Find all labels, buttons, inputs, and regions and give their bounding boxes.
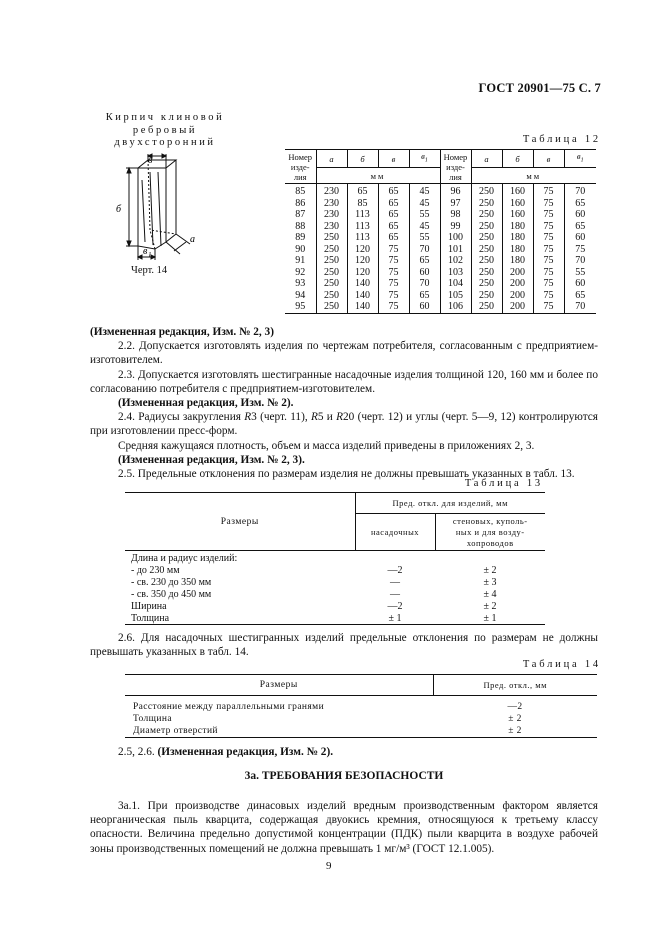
table-row [125, 588, 545, 600]
table-cell: ± 3 [483, 576, 497, 588]
table-cell: 94 [285, 290, 316, 302]
col-num-line: лия [449, 171, 462, 182]
table-cell: 55 [409, 232, 440, 244]
edition-note: (Измененная редакция, Изм. № 2, 3) [90, 326, 274, 338]
table-cell: 85 [347, 198, 378, 210]
table-cell: 250 [316, 290, 347, 302]
table-cell: 70 [409, 278, 440, 290]
table-row [125, 696, 597, 714]
label-b: в [148, 155, 153, 166]
text-span: (Измененная редакция, Изм. № 2). [157, 746, 334, 758]
edition-note-2-5-2-6 [90, 745, 598, 759]
table-cell: 90 [285, 244, 316, 256]
table12-col-num [285, 150, 316, 184]
table-cell: —2 [387, 564, 403, 576]
table-cell: 95 [285, 301, 316, 313]
table-row [125, 612, 545, 625]
col-letter: в [421, 151, 425, 162]
figure-title [90, 112, 240, 150]
table-cell: 65 [409, 255, 440, 267]
figure-caption: Черт. 14 [131, 265, 168, 276]
table-cell: 75 [378, 301, 409, 313]
table-cell: 75 [533, 255, 564, 267]
table-cell: 230 [316, 209, 347, 221]
table12-unit: мм [316, 168, 440, 184]
table14-header-col: Пред. откл., мм [483, 680, 547, 690]
table-cell: 65 [575, 289, 586, 301]
table13-group-label: Длина и радиус изделий: [131, 553, 238, 564]
table-cell: 45 [409, 221, 440, 233]
table-cell: 140 [347, 301, 378, 313]
table-row [285, 198, 596, 210]
table14-caption: Таблица 14 [522, 659, 601, 670]
table-cell: 250 [471, 244, 502, 256]
table-cell: 65 [409, 290, 440, 302]
header-line: хопроводов [466, 537, 514, 548]
table-cell: 102 [440, 255, 471, 267]
table-cell: 75 [378, 255, 409, 267]
table-row [285, 221, 596, 233]
paragraph-2-4 [90, 410, 598, 438]
table-cell: 89 [285, 232, 316, 244]
table12-col-num-right [440, 150, 471, 184]
label-a: а [190, 234, 195, 245]
table-cell: 75 [533, 232, 564, 244]
table-cell: ± 1 [483, 612, 497, 624]
header-line: стеновых, куполь- [452, 515, 528, 526]
text-span: 2.5, 2.6. [118, 746, 158, 758]
table-cell: 200 [502, 301, 533, 313]
table-cell: 93 [285, 278, 316, 290]
paragraph-2-2: 2.2. Допускается изготовлять изделия по чертежам потребителя, согласованным с предприятием-изготовителем. [90, 340, 598, 367]
table12-col-c: в [378, 150, 409, 168]
table-row [285, 255, 596, 267]
table-cell: 120 [347, 255, 378, 267]
table-cell: Диаметр отверстий [133, 726, 218, 736]
table-cell: 113 [347, 232, 378, 244]
figure-title-line: Кирпич клиновой [105, 112, 225, 123]
table13-header-group: Пред. откл. для изделий, мм [355, 493, 545, 514]
table-cell: 250 [471, 184, 502, 198]
table-cell: 120 [347, 244, 378, 256]
table13-caption: Таблица 13 [464, 478, 543, 489]
table-cell: ± 2 [483, 564, 497, 576]
table-cell: 85 [285, 184, 316, 198]
table-cell: 180 [502, 244, 533, 256]
table-cell: 45 [409, 198, 440, 210]
table-cell: 60 [409, 267, 440, 279]
table-cell: Толщина [133, 714, 172, 724]
table-cell: 75 [533, 290, 564, 302]
table-cell: 250 [316, 301, 347, 313]
table-cell: - св. 230 до 350 мм [131, 576, 212, 588]
table-cell: 70 [575, 301, 586, 312]
table-cell: 200 [502, 267, 533, 279]
col-num-line: Номер [443, 151, 468, 162]
table-cell: 75 [378, 267, 409, 279]
table-cell: 60 [575, 209, 586, 220]
table-cell: 70 [575, 255, 586, 266]
col-sub: 1 [580, 157, 584, 164]
table-cell: 70 [575, 186, 586, 197]
table-cell: 160 [502, 184, 533, 198]
table-cell: 75 [378, 278, 409, 290]
label-h: б [116, 204, 122, 215]
table-cell: 160 [502, 209, 533, 221]
table-row [125, 576, 545, 588]
table-cell: ± 2 [508, 714, 522, 724]
table-row [285, 301, 596, 313]
table-row [285, 290, 596, 302]
table12-col-b: б [347, 150, 378, 168]
table-row [285, 184, 596, 198]
table12-col-b-right: б [502, 150, 533, 168]
table-row [125, 713, 597, 725]
text-span: 2.4. Радиусы закругления [118, 411, 245, 424]
col-num-line: изде- [290, 161, 310, 172]
table-cell: 65 [347, 184, 378, 198]
table-cell: 140 [347, 290, 378, 302]
table-cell: 96 [440, 184, 471, 198]
table-cell: 55 [409, 209, 440, 221]
table-cell: ± 2 [483, 600, 497, 612]
table-cell: 65 [575, 220, 586, 232]
table-cell: Ширина [131, 600, 167, 612]
table-cell: 86 [285, 198, 316, 210]
section-title: 3а. ТРЕБОВАНИЯ БЕЗОПАСНОСТИ [244, 770, 444, 782]
table-cell: 65 [378, 221, 409, 233]
table-cell: 250 [471, 301, 502, 313]
table-cell: Толщина [131, 612, 170, 624]
table-cell: 65 [575, 197, 586, 209]
table-cell: 230 [316, 184, 347, 198]
table-cell: 75 [533, 184, 564, 198]
text-span: 20 (черт. 12) и углы (черт. 5—9, 12) контролируются при изготовлении пресс-форм. [90, 411, 598, 438]
text-span: 5 и [317, 411, 337, 424]
document-header: ГОСТ 20901—75 С. 7 [478, 81, 601, 95]
table-cell: 55 [575, 266, 586, 278]
table-row [285, 267, 596, 279]
table14-header-sizes: Размеры [125, 675, 433, 696]
table-cell: 70 [409, 244, 440, 256]
table-row [285, 244, 596, 256]
table-cell: 180 [502, 221, 533, 233]
table-cell: 120 [347, 267, 378, 279]
paragraph-2-5: 2.5. Предельные отклонения по размерам изделия не должны превышать указанных в табл. 13. [118, 468, 575, 481]
table-cell: 99 [440, 221, 471, 233]
table-cell: - св. 350 до 450 мм [131, 588, 212, 600]
table-cell: 75 [378, 290, 409, 302]
table-row [125, 600, 545, 612]
table-cell: 75 [533, 301, 564, 313]
table-cell: 101 [440, 244, 471, 256]
table-row [125, 564, 545, 576]
table-cell: 106 [440, 301, 471, 313]
table-cell: — [390, 576, 400, 588]
table-cell: 75 [533, 244, 564, 256]
label-b1-sub: 1 [148, 251, 152, 259]
table-cell: 250 [471, 255, 502, 267]
brick-drawing [108, 150, 213, 265]
table-cell: 200 [502, 290, 533, 302]
text-block-1 [90, 325, 598, 481]
table-cell: 250 [316, 232, 347, 244]
edition-note: (Измененная редакция, Изм. № 2, 3). [118, 453, 305, 466]
table-cell: 91 [285, 255, 316, 267]
table-cell: 104 [440, 278, 471, 290]
col-sub: 1 [424, 157, 428, 164]
table-cell: 250 [316, 267, 347, 279]
paragraph-3a-1: 3а.1. При производстве динасовых изделий вредным производственным фактором является неорганическая пыль кварцита, содержащая двуокись кремния, относящуюся к третьему классу опасности. Величина предельно допустимой концентрации (ПДК) пыли кварцита в воздухе рабочей зоны производственных помещений не должна превышать 1 мг/м³ (ГОСТ 12.1.005). [90, 800, 598, 855]
table-cell: 60 [575, 232, 586, 243]
table-cell: 250 [316, 255, 347, 267]
table-cell: 92 [285, 267, 316, 279]
table-cell: 65 [378, 209, 409, 221]
table-cell: 180 [502, 255, 533, 267]
table-row [285, 232, 596, 244]
text-span: 3 (черт. 11), [251, 411, 311, 424]
table-cell: 250 [471, 267, 502, 279]
table-cell: 75 [533, 267, 564, 279]
table-cell: 65 [378, 184, 409, 198]
table12 [285, 149, 596, 314]
table12-col-a-right: а [471, 150, 502, 168]
table-cell: — [390, 588, 400, 600]
table-cell: 75 [533, 221, 564, 233]
table-cell: ± 1 [388, 612, 402, 624]
paragraph-2-6: 2.6. Для насадочных шестигранных изделий предельные отклонения по размерам не должны превышать указанных в табл. 14. [90, 632, 598, 659]
col-num-line: изде- [446, 161, 465, 172]
table-cell: 230 [316, 198, 347, 210]
table12-col-a: а [316, 150, 347, 168]
table-row [285, 278, 596, 290]
table13-header-sizes: Размеры [125, 493, 355, 551]
header-line: ных и для возду- [455, 526, 525, 537]
table-cell: 45 [409, 184, 440, 198]
edition-note: (Измененная редакция, Изм. № 2). [118, 397, 294, 410]
table-cell: 140 [347, 278, 378, 290]
table13 [125, 492, 545, 625]
table-cell: 98 [440, 209, 471, 221]
table-cell: 75 [575, 243, 586, 255]
table-cell: 65 [378, 232, 409, 244]
table13-header-col1: насадочных [355, 514, 435, 551]
table-cell: - до 230 мм [131, 564, 180, 576]
table-cell: —2 [507, 702, 523, 712]
table13-header-col2 [435, 514, 545, 551]
table-cell: 75 [533, 198, 564, 210]
table-cell: Расстояние между параллельными гранями [133, 702, 325, 712]
table-cell: ± 2 [508, 726, 522, 736]
paragraph-2-3: 2.3. Допускается изготовлять шестигранные насадочные изделия толщиной 120, 160 мм и более по согласованию потребителя с предприятием-изготовителем. [90, 368, 598, 395]
table-cell: 60 [575, 278, 586, 289]
col-num-line: лия [293, 171, 307, 182]
paragraph-density: Средняя кажущаяся плотность, объем и масса изделий приведены в приложениях 2, 3. [118, 439, 535, 452]
table-cell: 88 [285, 221, 316, 233]
col-letter: в [576, 151, 581, 162]
col-num-line: Номер [288, 151, 313, 162]
text-span: R [310, 411, 318, 424]
table12-col-c1 [409, 150, 440, 168]
table-cell: 75 [378, 244, 409, 256]
table-cell: 87 [285, 209, 316, 221]
table-cell: 230 [316, 221, 347, 233]
table-cell: 75 [533, 278, 564, 290]
table-cell: 75 [533, 209, 564, 221]
table-cell: 65 [378, 198, 409, 210]
table-cell: 160 [502, 198, 533, 210]
table-cell: 113 [347, 221, 378, 233]
table-cell: 180 [502, 232, 533, 244]
table-cell: —2 [387, 600, 403, 612]
figure-title-line: двухсторонний [114, 137, 216, 148]
table-cell: 250 [316, 278, 347, 290]
table-cell: 250 [316, 244, 347, 256]
table-cell: 103 [440, 267, 471, 279]
table-cell: 250 [471, 278, 502, 290]
figure-title-line: ребровый [132, 124, 198, 136]
table-cell: 100 [440, 232, 471, 244]
table-cell: 250 [471, 221, 502, 233]
table12-col-c-right: в [533, 150, 564, 168]
table-cell: 97 [440, 198, 471, 210]
table-cell: ± 4 [483, 588, 497, 600]
table-cell: 113 [347, 209, 378, 221]
text-span: R [336, 411, 344, 424]
table-cell: 250 [471, 290, 502, 302]
table14 [125, 674, 597, 738]
table12-caption: Таблица 12 [522, 134, 601, 145]
table-cell: 250 [471, 232, 502, 244]
table-cell: 200 [502, 278, 533, 290]
table-row [285, 209, 596, 221]
label-b1: в [143, 246, 148, 257]
table-cell: 105 [440, 290, 471, 302]
table12-col-c1-right [564, 150, 596, 168]
table-cell: 250 [471, 198, 502, 210]
table-cell: 60 [409, 301, 440, 313]
page-number: 9 [326, 860, 332, 872]
table12-unit-right: мм [471, 168, 596, 184]
table-row [125, 725, 597, 738]
table-cell: 250 [471, 209, 502, 221]
text-span: R [244, 411, 252, 424]
